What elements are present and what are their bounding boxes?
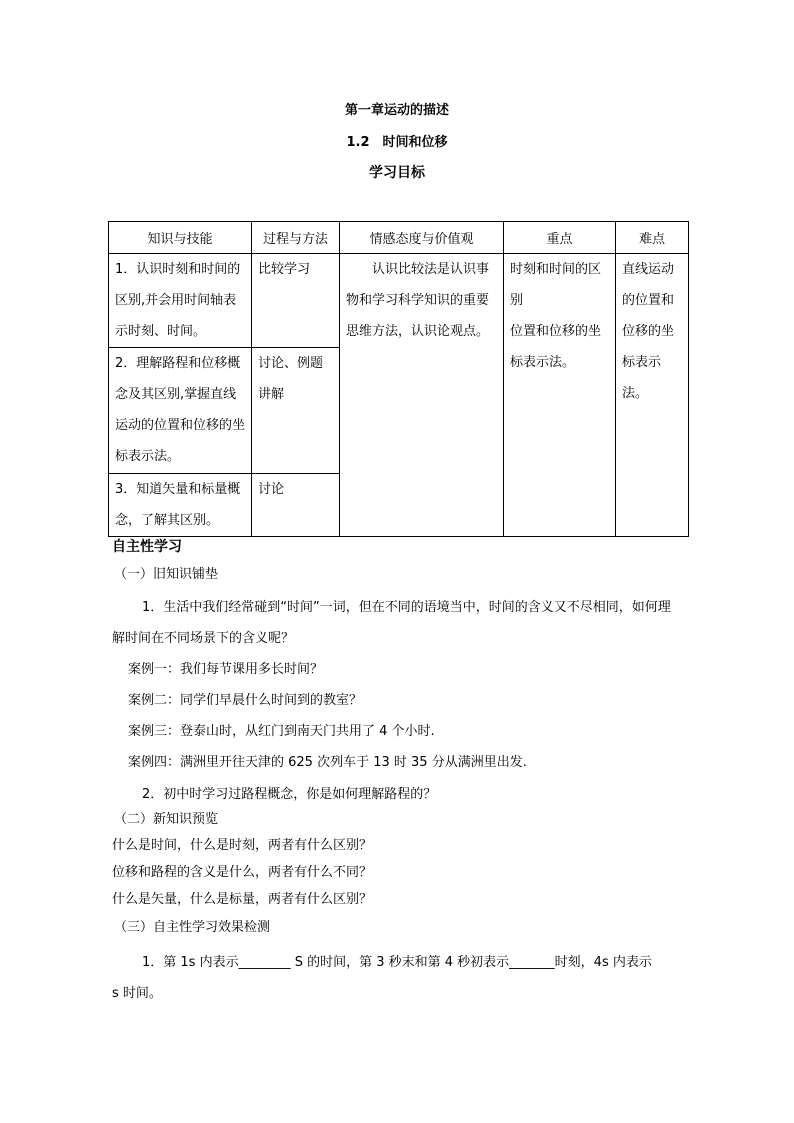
key-point-2: 位置和位移的坐标表示法。 (510, 324, 602, 370)
table-header-row (109, 222, 689, 254)
test-1-line-1: 1．第 1s 内表示________ S 的时间，第 3 秒末和第 4 秒初表示_______时刻，4s 内表示 (142, 955, 652, 970)
table-row (109, 254, 689, 348)
preview-1: 什么是时间，什么是时刻，两者有什么区别？ (112, 838, 373, 853)
part2-title: （二）新知识预览 (114, 812, 219, 827)
header-method: 过程与方法 (252, 222, 340, 254)
self-study-heading: 自主性学习 (112, 539, 182, 555)
chapter-title: 第一章运动的描述 (344, 103, 449, 118)
question-2: 2．初中时学习过路程概念，你是如何理解路程的？ (142, 787, 437, 802)
preview-2: 位移和路程的含义是什么，两者有什么不同？ (112, 865, 373, 880)
case-2: 案例二：同学们早晨什么时间到的教室？ (128, 693, 363, 708)
header-key-point: 重点 (504, 222, 616, 254)
method-cell: 讨论、例题讲解 (252, 348, 340, 474)
case-3: 案例三：登泰山时，从红门到南天门共用了 4 个小时. (128, 724, 435, 739)
attitude-cell: 认识比较法是认识事物和学习科学知识的重要思维方法，认识论观点。 (340, 254, 504, 537)
question-1-line-1: 1．生活中我们经常碰到“时间”一词，但在不同的语境当中，时间的含义又不尽相同，如何理 (142, 600, 671, 615)
learning-goals-table (108, 221, 689, 537)
header-difficulty: 难点 (616, 222, 689, 254)
case-1: 案例一：我们每节课用多长时间？ (128, 662, 324, 677)
difficulty-cell: 直线运动的位置和位移的坐标表示法。 (616, 254, 689, 537)
knowledge-cell: 2．理解路程和位移概念及其区别,掌握直线运动的位置和位移的坐标表示法。 (109, 348, 252, 474)
method-cell: 讨论 (252, 474, 340, 537)
knowledge-cell: 3．知道矢量和标量概念，了解其区别。 (109, 474, 252, 537)
header-attitude: 情感态度与价值观 (340, 222, 504, 254)
key-point-cell (504, 254, 616, 537)
case-4: 案例四：满洲里开往天津的 625 次列车于 13 时 35 分从满洲里出发. (128, 755, 527, 770)
test-1-line-2: s 时间。 (112, 986, 162, 1001)
header-knowledge: 知识与技能 (109, 222, 252, 254)
preview-3: 什么是矢量，什么是标量，两者有什么区别？ (112, 892, 373, 907)
method-cell: 比较学习 (252, 254, 340, 348)
part1-title: （一）旧知识铺垫 (114, 567, 219, 582)
question-1-line-2: 解时间在不同场景下的含义呢？ (112, 631, 295, 646)
knowledge-cell: 1．认识时刻和时间的区别,并会用时间轴表示时刻、时间。 (109, 254, 252, 348)
part3-title: （三）自主性学习效果检测 (114, 920, 271, 935)
key-point-1: 时刻和时间的区别 (510, 262, 602, 308)
goals-title: 学习目标 (369, 165, 425, 181)
section-title: 1.2 时间和位移 (346, 135, 448, 150)
